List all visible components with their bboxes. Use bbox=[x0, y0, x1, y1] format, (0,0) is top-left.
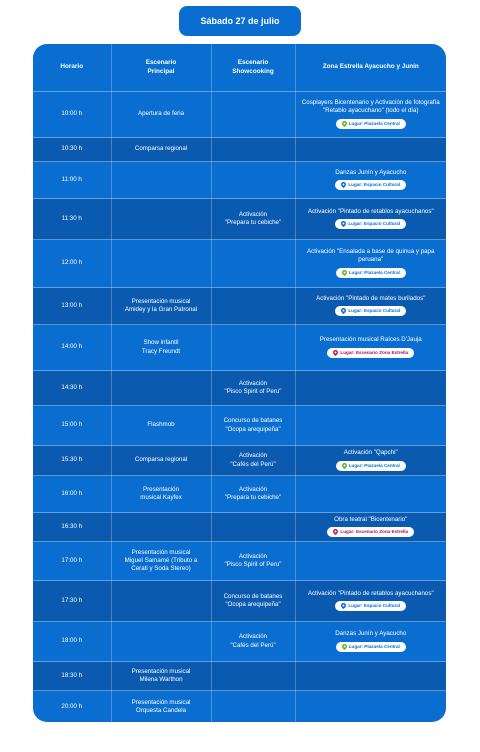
zona-activity-text: Activación "Pintado de retablos ayacuchanos" bbox=[307, 589, 434, 597]
date-header: Sábado 27 de julio bbox=[179, 6, 301, 36]
time-cell-text: 16:30 h bbox=[61, 522, 83, 530]
zona-cell bbox=[295, 622, 446, 662]
zona-cell bbox=[295, 406, 446, 446]
location-text: Lugar: Plazuela Central bbox=[348, 120, 400, 126]
location-text: Lugar: Plazuela Central bbox=[348, 462, 400, 468]
showcooking-cell bbox=[211, 662, 295, 691]
location-text: Lugar: Escenario Zona Estrella bbox=[340, 349, 409, 355]
principal-cell bbox=[111, 325, 211, 371]
map-pin-icon bbox=[342, 121, 347, 127]
showcooking-cell bbox=[211, 476, 295, 513]
principal-cell-text: Presentación musical Amidey y la Gran Patronal bbox=[124, 297, 198, 313]
showcooking-cell-text: Activación "Pisco Spirit of Peru" bbox=[224, 379, 282, 395]
principal-cell-text: Apertura de feria bbox=[137, 110, 185, 118]
map-pin-icon bbox=[341, 603, 346, 609]
header-escenario-principal bbox=[111, 44, 211, 92]
location-text: Lugar: Espacio Cultural bbox=[348, 603, 401, 609]
schedule-row bbox=[33, 691, 446, 723]
location-text: Lugar: Espacio Cultural bbox=[348, 182, 401, 188]
map-pin-icon bbox=[333, 350, 338, 356]
time-cell bbox=[33, 162, 111, 199]
showcooking-cell bbox=[211, 325, 295, 371]
showcooking-cell bbox=[211, 138, 295, 162]
schedule-row bbox=[33, 240, 446, 288]
zona-cell bbox=[295, 542, 446, 581]
zona-cell bbox=[295, 162, 446, 199]
showcooking-cell bbox=[211, 371, 295, 406]
schedule-row bbox=[33, 162, 446, 199]
showcooking-cell bbox=[211, 542, 295, 581]
principal-cell-text: Presentación musical Miguel Samamé (Tributo a Cerati y Soda Stereo) bbox=[124, 548, 198, 573]
time-cell bbox=[33, 622, 111, 662]
zona-cell bbox=[295, 513, 446, 542]
showcooking-cell-text: Activación "Prepara tu cebiche" bbox=[224, 485, 282, 501]
schedule-row bbox=[33, 92, 446, 138]
principal-cell-text: Show infantil Tracy Freundt bbox=[141, 339, 181, 355]
time-cell-text: 10:00 h bbox=[61, 110, 83, 118]
time-cell-text: 13:00 h bbox=[61, 301, 83, 309]
zona-activity-text: Presentación musical Raíces D'Jauja bbox=[319, 336, 422, 344]
principal-cell bbox=[111, 162, 211, 199]
location-text: Lugar: Espacio Cultural bbox=[348, 308, 401, 314]
location-text: Lugar: Plazuela Central bbox=[348, 269, 400, 275]
zona-activity-text: Activación "Ensalada a base de quinua y papa peruana" bbox=[307, 248, 435, 264]
header-row bbox=[33, 44, 446, 92]
zona-cell bbox=[295, 371, 446, 406]
principal-cell-text: Presentación musical Kayfex bbox=[140, 485, 182, 501]
time-cell bbox=[33, 662, 111, 691]
zona-cell bbox=[295, 691, 446, 723]
zona-activity-text: Activación "Pintado de mates burilados" bbox=[316, 294, 426, 302]
time-cell bbox=[33, 406, 111, 446]
principal-cell bbox=[111, 288, 211, 325]
location-badge bbox=[335, 180, 406, 190]
principal-cell bbox=[111, 406, 211, 446]
header-label: Horario bbox=[60, 63, 84, 71]
time-cell bbox=[33, 371, 111, 406]
time-cell bbox=[33, 446, 111, 476]
schedule-body bbox=[33, 92, 446, 723]
time-cell-text: 14:30 h bbox=[61, 383, 83, 391]
schedule-row bbox=[33, 199, 446, 240]
showcooking-cell bbox=[211, 288, 295, 325]
time-cell-text: 18:30 h bbox=[61, 671, 83, 679]
zona-cell bbox=[295, 92, 446, 138]
zona-cell bbox=[295, 476, 446, 513]
principal-cell bbox=[111, 92, 211, 138]
schedule-row bbox=[33, 406, 446, 446]
location-badge bbox=[336, 461, 406, 471]
schedule-row bbox=[33, 371, 446, 406]
principal-cell-text: Presentación musical Milena Warthon bbox=[131, 667, 191, 683]
location-text: Lugar: Espacio Cultural bbox=[348, 221, 401, 227]
time-cell-text: 10:30 h bbox=[61, 145, 83, 153]
showcooking-cell-text: Concurso de batanes "Ocopa arequipeña" bbox=[223, 592, 283, 608]
map-pin-icon bbox=[341, 182, 346, 188]
principal-cell bbox=[111, 542, 211, 581]
zona-cell bbox=[295, 288, 446, 325]
time-cell-text: 11:30 h bbox=[61, 214, 82, 222]
time-cell-text: 17:00 h bbox=[61, 556, 83, 564]
header-horario bbox=[33, 44, 111, 92]
location-badge bbox=[327, 348, 414, 358]
showcooking-cell bbox=[211, 581, 295, 622]
zona-cell bbox=[295, 138, 446, 162]
zona-activity-text: Activación "Qapchi" bbox=[343, 449, 398, 457]
principal-cell-text: Presentación musical Orquesta Candela bbox=[131, 699, 191, 715]
zona-cell bbox=[295, 446, 446, 476]
showcooking-cell bbox=[211, 199, 295, 240]
zona-cell bbox=[295, 199, 446, 240]
schedule-row bbox=[33, 513, 446, 542]
zona-activity-text: Obra teatral "Bicentenario" bbox=[334, 515, 408, 523]
showcooking-cell-text: Activación "Pisco Spirit of Peru" bbox=[224, 552, 282, 568]
map-pin-icon bbox=[342, 270, 347, 276]
header-zona-estrella bbox=[295, 44, 446, 92]
showcooking-cell bbox=[211, 92, 295, 138]
time-cell-text: 12:00 h bbox=[61, 259, 83, 267]
map-pin-icon bbox=[333, 529, 338, 535]
schedule-row bbox=[33, 622, 446, 662]
zona-activity-text: Activación "Pintado de retablos ayacuchanos" bbox=[307, 207, 434, 215]
zona-cell bbox=[295, 581, 446, 622]
showcooking-cell bbox=[211, 406, 295, 446]
time-cell-text: 11:00 h bbox=[61, 175, 82, 183]
location-text: Lugar: Plazuela Central bbox=[348, 643, 400, 649]
principal-cell bbox=[111, 240, 211, 288]
time-cell bbox=[33, 199, 111, 240]
time-cell-text: 18:00 h bbox=[61, 637, 83, 645]
time-cell-text: 17:30 h bbox=[61, 596, 83, 604]
time-cell bbox=[33, 138, 111, 162]
schedule-row bbox=[33, 138, 446, 162]
principal-cell bbox=[111, 446, 211, 476]
time-cell-text: 14:00 h bbox=[61, 343, 83, 351]
header-escenario-showcooking bbox=[211, 44, 295, 92]
schedule-row bbox=[33, 325, 446, 371]
principal-cell-text: Comparsa regional bbox=[134, 456, 188, 464]
time-cell bbox=[33, 325, 111, 371]
location-text: Lugar: Escenario Zona Estrella bbox=[340, 529, 409, 535]
map-pin-icon bbox=[342, 644, 347, 650]
schedule-row bbox=[33, 581, 446, 622]
map-pin-icon bbox=[341, 308, 346, 314]
principal-cell bbox=[111, 371, 211, 406]
header-label: Escenario Showcooking bbox=[232, 58, 274, 75]
showcooking-cell bbox=[211, 691, 295, 723]
schedule-row bbox=[33, 662, 446, 691]
location-badge bbox=[336, 268, 406, 278]
principal-cell bbox=[111, 138, 211, 162]
location-badge bbox=[335, 306, 406, 316]
principal-cell bbox=[111, 622, 211, 662]
header-label: Escenario Principal bbox=[145, 58, 177, 75]
principal-cell bbox=[111, 662, 211, 691]
schedule-row bbox=[33, 542, 446, 581]
principal-cell bbox=[111, 513, 211, 542]
principal-cell bbox=[111, 199, 211, 240]
location-badge bbox=[336, 642, 406, 652]
zona-activity-text: Cosplayers Bicentenario y Activación de fotografía "Retablo ayacuchano" (todo el día) bbox=[301, 99, 440, 115]
time-cell bbox=[33, 240, 111, 288]
time-cell bbox=[33, 581, 111, 622]
zona-cell bbox=[295, 325, 446, 371]
time-cell bbox=[33, 476, 111, 513]
showcooking-cell-text: Activación "Prepara tu cebiche" bbox=[224, 210, 282, 226]
location-badge bbox=[335, 219, 406, 229]
time-cell bbox=[33, 513, 111, 542]
showcooking-cell-text: Concurso de batanes "Ocopa arequipeña" bbox=[223, 417, 283, 433]
schedule-row bbox=[33, 476, 446, 513]
principal-cell bbox=[111, 476, 211, 513]
location-badge bbox=[336, 119, 406, 129]
header-label: Zona Estrella Ayacucho y Junín bbox=[322, 63, 419, 71]
zona-cell bbox=[295, 240, 446, 288]
showcooking-cell bbox=[211, 162, 295, 199]
location-badge bbox=[335, 601, 406, 611]
principal-cell-text: Flashmob bbox=[147, 421, 175, 429]
map-pin-icon bbox=[342, 463, 347, 469]
map-pin-icon bbox=[341, 221, 346, 227]
principal-cell-text: Comparsa regional bbox=[134, 145, 188, 153]
principal-cell bbox=[111, 691, 211, 723]
time-cell-text: 15:30 h bbox=[61, 456, 83, 464]
time-cell-text: 15:00 h bbox=[61, 421, 83, 429]
schedule-table bbox=[33, 44, 446, 722]
showcooking-cell-text: Activación "Cafés del Perú" bbox=[230, 633, 276, 649]
showcooking-cell-text: Activación "Cafés del Perú" bbox=[230, 452, 276, 468]
showcooking-cell bbox=[211, 513, 295, 542]
time-cell bbox=[33, 92, 111, 138]
time-cell-text: 16:00 h bbox=[61, 489, 83, 497]
time-cell bbox=[33, 542, 111, 581]
zona-activity-text: Danzas Junín y Ayacucho bbox=[335, 168, 407, 176]
location-badge bbox=[327, 527, 414, 537]
schedule-row bbox=[33, 446, 446, 476]
zona-cell bbox=[295, 662, 446, 691]
schedule-table-container bbox=[33, 44, 446, 722]
time-cell bbox=[33, 691, 111, 723]
showcooking-cell bbox=[211, 446, 295, 476]
showcooking-cell bbox=[211, 240, 295, 288]
time-cell-text: 20:00 h bbox=[61, 703, 83, 711]
zona-activity-text: Danzas Junín y Ayacucho bbox=[335, 630, 407, 638]
showcooking-cell bbox=[211, 622, 295, 662]
schedule-row bbox=[33, 288, 446, 325]
time-cell bbox=[33, 288, 111, 325]
principal-cell bbox=[111, 581, 211, 622]
